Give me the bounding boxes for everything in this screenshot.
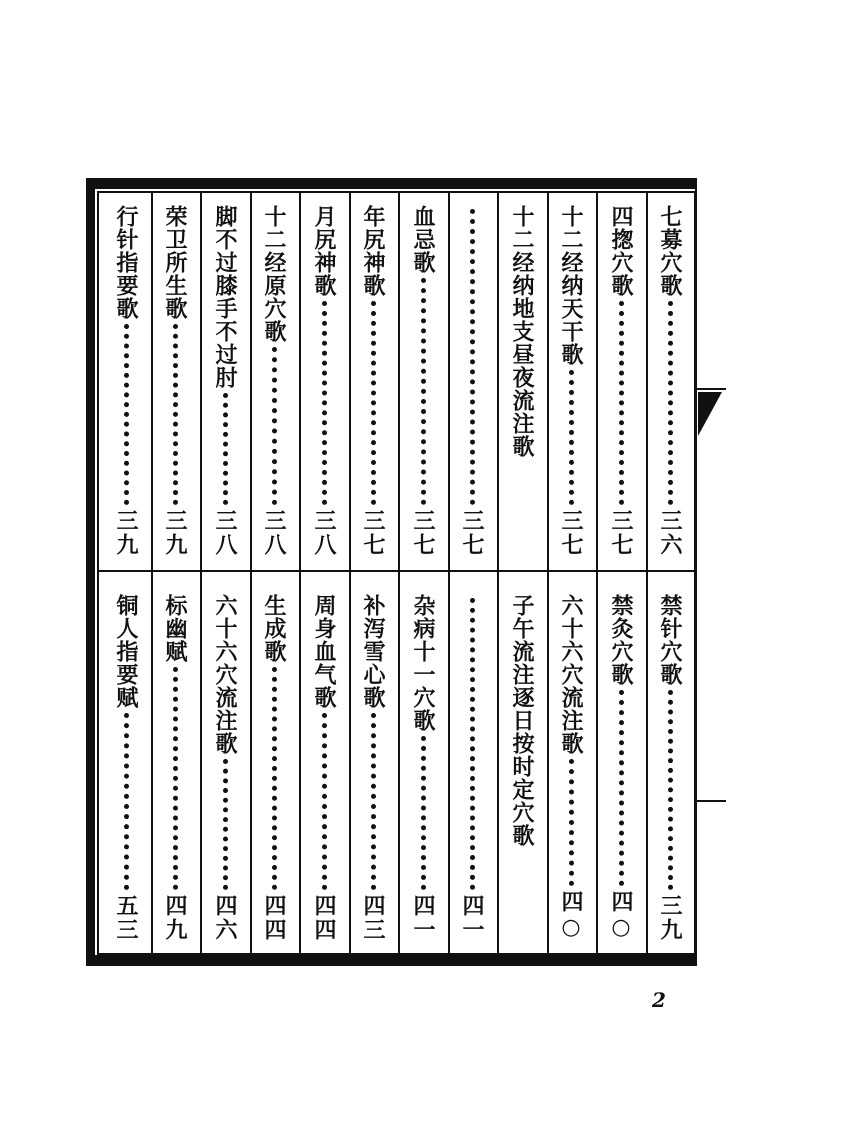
- toc-leader-dots: [619, 301, 624, 505]
- toc-entry-title: 标幽赋: [162, 594, 188, 663]
- toc-leader-dots: [421, 278, 426, 505]
- column-separator: [250, 193, 252, 953]
- toc-entry-title: 六十六穴流注歌: [558, 594, 584, 755]
- toc-entry-title: 七募穴歌: [657, 205, 683, 297]
- toc-entry[interactable]: [501, 205, 543, 557]
- toc-entry[interactable]: [253, 594, 295, 942]
- toc-entry[interactable]: [600, 205, 642, 557]
- toc-entry[interactable]: [303, 205, 345, 557]
- edge-tab-top-line: [696, 388, 726, 390]
- toc-entry-page: 三九: [162, 509, 188, 557]
- toc-leader-dots: [668, 690, 673, 890]
- toc-entry-page: 五三: [113, 894, 139, 942]
- toc-entry-page: 三七: [459, 509, 485, 557]
- toc-entry-title: 行针指要歌: [113, 205, 139, 320]
- toc-entry-page: 四一: [459, 894, 485, 942]
- toc-entry[interactable]: [402, 594, 444, 942]
- toc-entry[interactable]: [649, 594, 691, 942]
- toc-entry[interactable]: [204, 205, 246, 557]
- toc-entry-page: 四○: [608, 890, 634, 942]
- toc-leader-dots: [322, 713, 327, 890]
- column-separator: [299, 193, 301, 953]
- toc-leader-dots: [470, 209, 475, 505]
- column-separator: [596, 193, 598, 953]
- edge-tab: [696, 388, 726, 802]
- toc-leader-dots: [470, 598, 475, 890]
- toc-leader-dots: [272, 667, 277, 890]
- toc-entry-page: 三七: [608, 509, 634, 557]
- toc-entry-title: 年尻神歌: [360, 205, 386, 297]
- toc-leader-dots: [421, 736, 426, 890]
- toc-entry[interactable]: [105, 205, 147, 557]
- section-divider: [97, 570, 696, 572]
- column-separator: [349, 193, 351, 953]
- toc-leader-dots: [272, 347, 277, 505]
- toc-entry[interactable]: [501, 594, 543, 942]
- toc-entry[interactable]: [451, 205, 493, 557]
- toc-leader-dots: [223, 393, 228, 505]
- column-separator: [200, 193, 202, 953]
- toc-leader-dots: [371, 301, 376, 505]
- toc-entry[interactable]: [154, 594, 196, 942]
- toc-entry-title: 脚不过膝手不过肘: [212, 205, 238, 389]
- toc-leader-dots: [619, 690, 624, 886]
- toc-entry-title: 补泻雪心歌: [360, 594, 386, 709]
- toc-entry-page: 四一: [410, 894, 436, 942]
- toc-entry[interactable]: [253, 205, 295, 557]
- toc-entry-title: 六十六穴流注歌: [212, 594, 238, 755]
- edge-tab-wedge: [698, 392, 722, 436]
- toc-entry-page: 三八: [311, 509, 337, 557]
- toc-entry[interactable]: [352, 205, 394, 557]
- column-separator: [151, 193, 153, 953]
- toc-entry-title: 子午流注逐日按时定穴歌: [509, 594, 535, 847]
- toc-entry-title: 月尻神歌: [311, 205, 337, 297]
- toc-entry[interactable]: [600, 594, 642, 942]
- toc-entry-page: 三七: [410, 509, 436, 557]
- edge-tab-bottom-line: [696, 800, 726, 802]
- toc-entry[interactable]: [451, 594, 493, 942]
- toc-entry[interactable]: [105, 594, 147, 942]
- toc-entry-page: 三七: [558, 509, 584, 557]
- toc-entry-title: 铜人指要赋: [113, 594, 139, 709]
- toc-entry-title: 十二经纳地支昼夜流注歌: [509, 205, 535, 458]
- toc-entry-page: 四四: [311, 894, 337, 942]
- page-number: 2: [652, 988, 666, 1012]
- toc-entry-page: 三九: [113, 509, 139, 557]
- toc-entry[interactable]: [649, 205, 691, 557]
- toc-entry-page: 三九: [657, 894, 683, 942]
- toc-leader-dots: [322, 301, 327, 505]
- toc-entry-title: 生成歌: [261, 594, 287, 663]
- toc-entry-page: 三七: [360, 509, 386, 557]
- toc-entry-title: 十二经原穴歌: [261, 205, 287, 343]
- toc-entry-title: 周身血气歌: [311, 594, 337, 709]
- toc-leader-dots: [223, 759, 228, 890]
- toc-leader-dots: [569, 370, 574, 505]
- toc-entry[interactable]: [402, 205, 444, 557]
- toc-entry-page: 三八: [261, 509, 287, 557]
- toc-entry[interactable]: [352, 594, 394, 942]
- toc-entry-title: 禁灸穴歌: [608, 594, 634, 686]
- toc-entry-page: 四○: [558, 890, 584, 942]
- toc-entry[interactable]: [303, 594, 345, 942]
- toc-leader-dots: [569, 759, 574, 886]
- column-separator: [547, 193, 549, 953]
- toc-entry-page: 四六: [212, 894, 238, 942]
- column-separator: [646, 193, 648, 953]
- toc-leader-dots: [173, 667, 178, 890]
- toc-leader-dots: [371, 713, 376, 890]
- toc-entry-title: 杂病十一穴歌: [410, 594, 436, 732]
- toc-entry-page: 四三: [360, 894, 386, 942]
- toc-entry[interactable]: [550, 205, 592, 557]
- toc-entry-title: 血忌歌: [410, 205, 436, 274]
- column-separator: [448, 193, 450, 953]
- toc-entry[interactable]: [204, 594, 246, 942]
- toc-leader-dots: [124, 324, 129, 505]
- toc-entry-title: 十二经纳天干歌: [558, 205, 584, 366]
- toc-entry[interactable]: [550, 594, 592, 942]
- column-separator: [398, 193, 400, 953]
- toc-entry-title: 四揔穴歌: [608, 205, 634, 297]
- toc-entry[interactable]: [154, 205, 196, 557]
- toc-leader-dots: [124, 713, 129, 890]
- toc-entry-page: 四四: [261, 894, 287, 942]
- toc-entry-page: 三六: [657, 509, 683, 557]
- toc-entry-page: 三八: [212, 509, 238, 557]
- toc-entry-title: 荣卫所生歌: [162, 205, 188, 320]
- toc-leader-dots: [668, 301, 673, 505]
- toc-entry-page: 四九: [162, 894, 188, 942]
- toc-leader-dots: [173, 324, 178, 505]
- toc-entry-title: 禁针穴歌: [657, 594, 683, 686]
- column-separator: [497, 193, 499, 953]
